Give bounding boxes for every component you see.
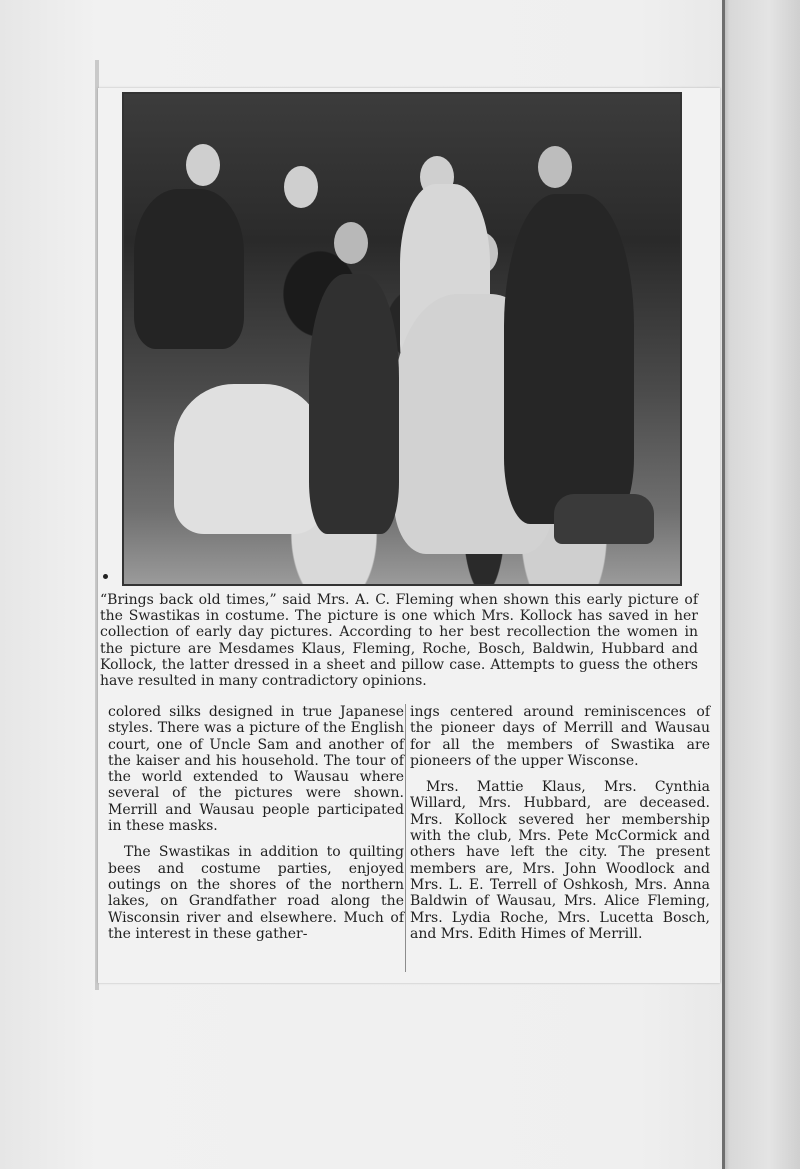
photo-figure-body	[504, 194, 634, 524]
page-edge-line	[722, 0, 725, 1169]
photo-figure-head	[284, 166, 318, 208]
photo-caption: “Brings back old times,” said Mrs. A. C. Fleming when shown this early picture of the Swastikas in costume. The picture is one which Mrs. Kollock has saved in her collection of early day pictures. According to her best recollection the women in the picture are Mesdames Klaus, Fleming, Roche, Bosch, Baldwin, Hubbard and Kollock, the latter dressed in a sheet and pillow case. Attempts to guess the others have resulted in many contradictory opinions.	[100, 592, 698, 690]
photo-figure-body	[309, 274, 399, 534]
article-paragraph: Mrs. Mattie Klaus, Mrs. Cynthia Willard, Mrs. Hubbard, are deceased. Mrs. Kollock severed her membership with the club, Mrs. Pete McCormick and others have left the city. The present members are, Mrs. John Woodlock and Mrs. L. E. Terrell of Oshkosh, Mrs. Anna Baldwin of Wausau, Mrs. Alice Fleming, Mrs. Lydia Roche, Mrs. Lucetta Bosch, and Mrs. Edith Himes of Merrill.	[410, 779, 710, 942]
page-edge-strip	[722, 0, 800, 1169]
photo-satchel	[554, 494, 654, 544]
article-paragraph: The Swastikas in addition to quilting bees and costume parties, enjoyed outings on the shores of the northern lakes, on Grandfather road along the Wisconsin river and elsewhere. Much of the interest in these gather-	[108, 844, 404, 942]
article-column-right	[410, 704, 710, 952]
photo-figure-body	[174, 384, 324, 534]
article-paragraph: colored silks designed in true Japanese styles. There was a picture of the English court, one of Uncle Sam and another of the kaiser and his household. The tour of the world extended to Wausau where several of the pictures were shown. Merrill and Wausau people participated in these masks.	[108, 704, 404, 835]
article-column-left	[108, 704, 404, 952]
photo-figure-body	[134, 189, 244, 349]
photo-figure-head	[186, 144, 220, 186]
photo-figure-head	[334, 222, 368, 264]
group-photograph	[122, 92, 682, 586]
article-paragraph: ings centered around reminiscences of the pioneer days of Merrill and Wausau for all the members of Swastika are pioneers of the upper Wisconse.	[410, 704, 710, 769]
column-divider	[405, 704, 406, 972]
ink-dot	[103, 574, 108, 579]
photo-figure-head	[538, 146, 572, 188]
